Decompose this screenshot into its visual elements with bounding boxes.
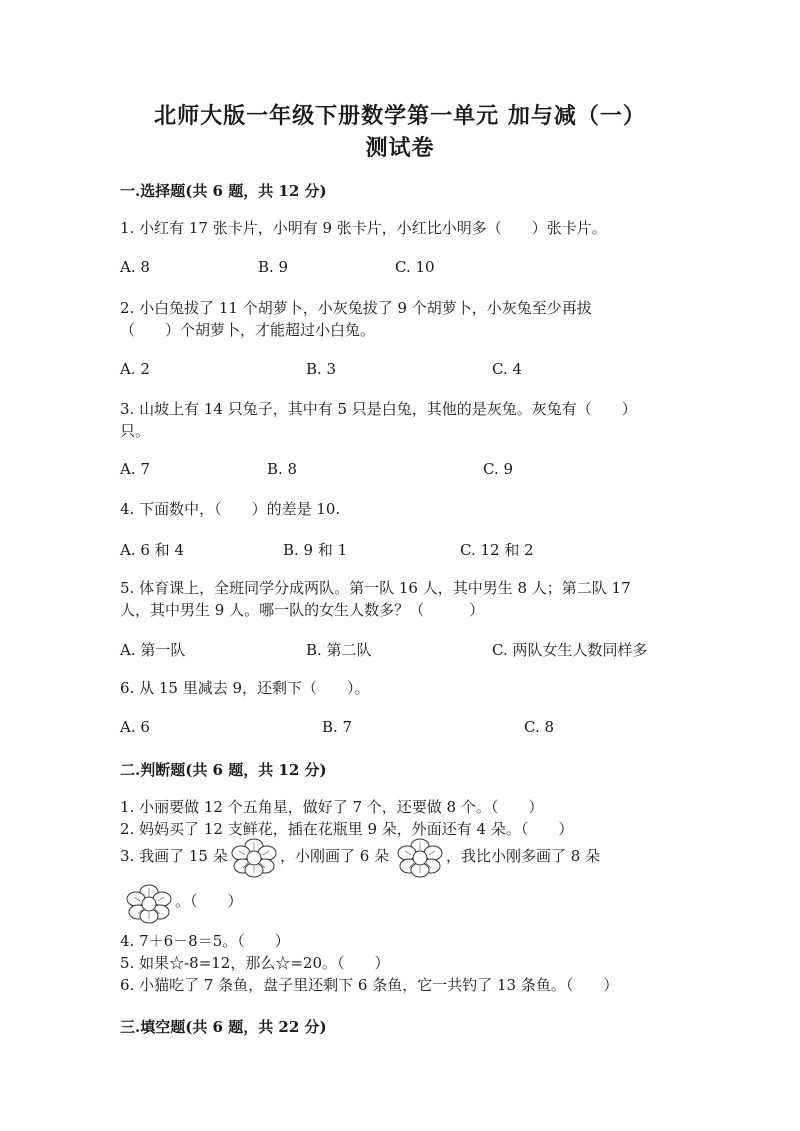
choice-question-5-line-2: 人，其中男生 9 人。哪一队的女生人数多？（ ）: [120, 601, 485, 619]
choice-q4-option-b: B. 9 和 1: [283, 541, 348, 559]
judgement-question-3-part-3: ，我比小刚多画了 8 朵: [446, 847, 601, 865]
choice-question-1: 1. 小红有 17 张卡片，小明有 9 张卡片，小红比小明多（ ）张卡片。: [120, 219, 607, 237]
flower-icon: [231, 838, 277, 878]
choice-q1-option-c: C. 10: [395, 258, 435, 276]
flower-icon: [126, 884, 172, 924]
choice-q5-option-c: C. 两队女生人数同样多: [492, 641, 648, 659]
flower-icon: [397, 838, 443, 878]
choice-q3-option-b: B. 8: [267, 460, 298, 478]
judgement-question-3-part-2: ，小刚画了 6 朵: [280, 847, 390, 865]
choice-q6-option-a: A. 6: [120, 718, 150, 736]
section-heading-fill-blank: 三.填空题(共 6 题，共 22 分): [120, 1018, 327, 1036]
judgement-question-5: 5. 如果☆-8=12，那么☆=20。（ ）: [120, 954, 390, 972]
choice-question-4: 4. 下面数中，（ ）的差是 10.: [120, 500, 341, 518]
judgement-question-2: 2. 妈妈买了 12 支鲜花，插在花瓶里 9 朵，外面还有 4 朵。（ ）: [120, 820, 574, 838]
judgement-question-1: 1. 小丽要做 12 个五角星，做好了 7 个，还要做 8 个。（ ）: [120, 798, 544, 816]
choice-q2-option-b: B. 3: [306, 360, 337, 378]
choice-question-2-line-1: 2. 小白兔拔了 11 个胡萝卜，小灰兔拔了 9 个胡萝卜，小灰兔至少再拔: [120, 299, 592, 317]
choice-question-6: 6. 从 15 里减去 9，还剩下（ ）。: [120, 679, 370, 697]
choice-q6-option-b: B. 7: [322, 718, 353, 736]
choice-q4-option-a: A. 6 和 4: [120, 541, 184, 559]
choice-q5-option-a: A. 第一队: [120, 641, 186, 659]
section-heading-judgement: 二.判断题(共 6 题，共 12 分): [120, 761, 327, 779]
judgement-question-3-part-1: 3. 我画了 15 朵: [120, 847, 228, 865]
judgement-question-3-part-4: 。（ ）: [175, 892, 243, 910]
choice-q2-option-a: A. 2: [120, 360, 150, 378]
choice-question-5-line-1: 5. 体育课上，全班同学分成两队。第一队 16 人，其中男生 8 人；第二队 17: [120, 579, 631, 597]
choice-question-3-line-2: 只。: [120, 422, 151, 440]
choice-q6-option-c: C. 8: [524, 718, 555, 736]
choice-q2-option-c: C. 4: [492, 360, 523, 378]
choice-question-2-line-2: （ ）个胡萝卜，才能超过小白兔。: [120, 321, 376, 339]
title-line-2: 测试卷: [365, 135, 435, 161]
judgement-question-6: 6. 小猫吃了 7 条鱼，盘子里还剩下 6 条鱼，它一共钓了 13 条鱼。（ ）: [120, 976, 619, 994]
choice-q4-option-c: C. 12 和 2: [460, 541, 534, 559]
choice-q3-option-a: A. 7: [120, 460, 150, 478]
choice-question-3-line-1: 3. 山坡上有 14 只兔子，其中有 5 只是白兔，其他的是灰兔。灰兔有（ ）: [120, 400, 637, 418]
judgement-question-4: 4. 7＋6－8＝5。（ ）: [120, 932, 290, 950]
choice-q5-option-b: B. 第二队: [306, 641, 372, 659]
choice-q1-option-a: A. 8: [120, 258, 150, 276]
choice-q3-option-c: C. 9: [483, 460, 514, 478]
title-line-1: 北师大版一年级下册数学第一单元 加与减（一）: [154, 103, 646, 129]
section-heading-choice: 一.选择题(共 6 题，共 12 分): [120, 182, 327, 200]
choice-q1-option-b: B. 9: [258, 258, 289, 276]
